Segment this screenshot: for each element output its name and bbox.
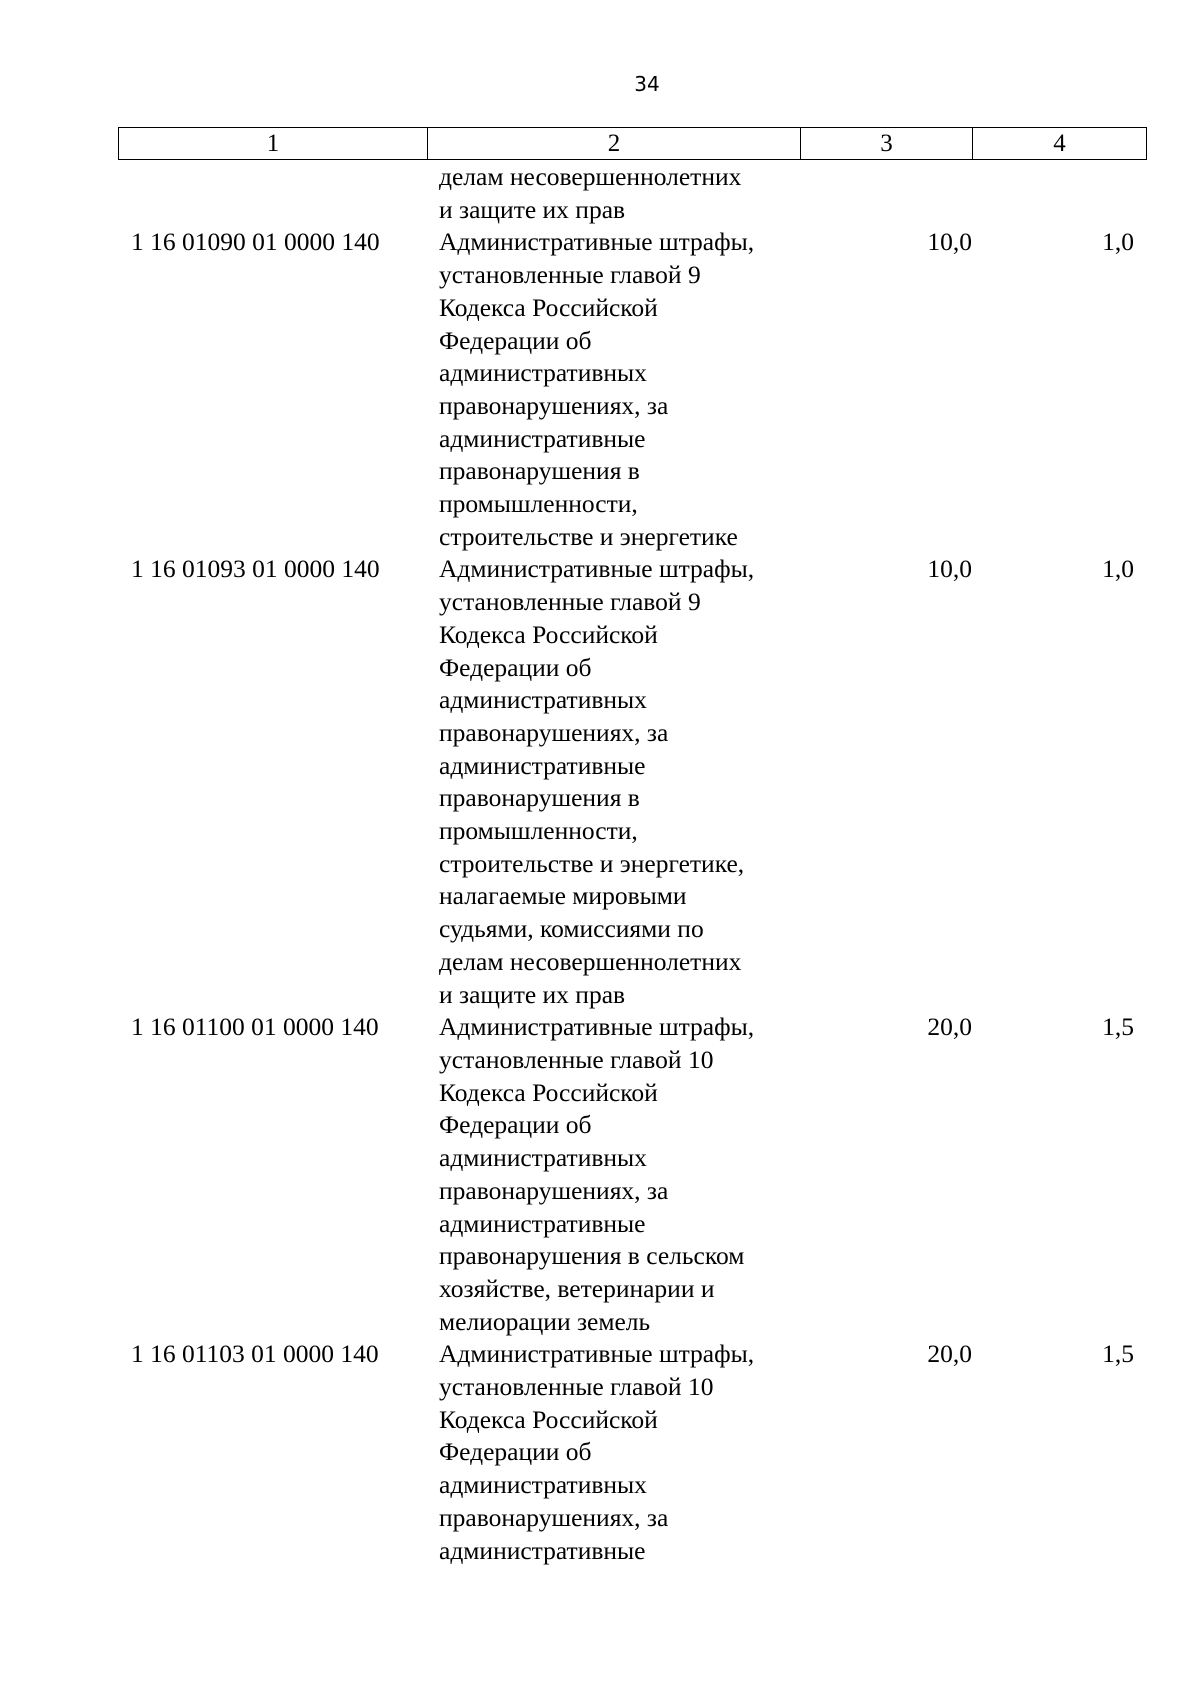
- header-row: [119, 128, 1147, 160]
- description-line: административные: [439, 1208, 646, 1238]
- description-line: Кодекса Российской: [439, 292, 658, 322]
- value-col-3-cell: [800, 1011, 972, 1044]
- description-line: установленные главой 9: [439, 260, 701, 290]
- description-line: административных: [439, 1143, 647, 1173]
- budget-code-cell: 1 16 01093 01 0000 140: [131, 554, 380, 584]
- value-col-4-cell: 1,0: [1102, 227, 1134, 257]
- description-line: административные: [439, 750, 646, 780]
- table-row: [118, 1338, 1146, 1567]
- value-col-3: 10,0: [927, 227, 972, 257]
- value-col-3-cell: [800, 553, 972, 586]
- description-line: правонарушения в: [439, 456, 640, 486]
- header-col-1: 1: [119, 128, 428, 160]
- description-cell: [427, 553, 800, 1011]
- description-cell: [427, 1338, 800, 1567]
- table-row: [118, 553, 1146, 1011]
- description-line: установленные главой 10: [439, 1044, 714, 1074]
- description-line: Федерации об: [439, 1437, 592, 1467]
- description-line: налагаемые мировыми: [439, 881, 687, 911]
- table-header: [118, 127, 1147, 160]
- description-cell: [427, 226, 800, 553]
- table-row: [118, 161, 1146, 226]
- description-line: строительстве и энергетике: [439, 521, 738, 551]
- description-line: Федерации об: [439, 325, 592, 355]
- value-col-4-cell: 1,5: [1102, 1339, 1134, 1369]
- description-line: Кодекса Российской: [439, 619, 658, 649]
- budget-code-cell: 1 16 01090 01 0000 140: [131, 227, 380, 257]
- description-line: правонарушения в сельском: [439, 1241, 745, 1271]
- description-line: административных: [439, 358, 647, 388]
- description-line: судьями, комиссиями по: [439, 914, 704, 944]
- description-line: установленные главой 9: [439, 587, 701, 617]
- description-line: мелиорации земель: [439, 1306, 651, 1336]
- table-row: [118, 226, 1146, 553]
- description-line: правонарушения в: [439, 783, 640, 813]
- description-cell: [427, 1011, 800, 1338]
- description-line: Административные штрафы,: [439, 554, 755, 584]
- value-col-4-cell: 1,5: [1102, 1012, 1134, 1042]
- table-body: [118, 161, 1146, 1567]
- value-col-3-cell: [800, 161, 972, 194]
- description-line: правонарушениях, за: [439, 717, 669, 747]
- table-row: [118, 1011, 1146, 1338]
- description-line: Кодекса Российской: [439, 1077, 658, 1107]
- description-line: Федерации об: [439, 652, 592, 682]
- budget-code-cell: 1 16 01100 01 0000 140: [131, 1012, 379, 1042]
- header-col-4: 4: [973, 128, 1147, 160]
- description-line: Кодекса Российской: [439, 1404, 658, 1434]
- description-line: Административные штрафы,: [439, 227, 755, 257]
- page-number: 34: [634, 72, 660, 96]
- description-line: административные: [439, 423, 646, 453]
- description-line: хозяйстве, ветеринарии и: [439, 1273, 715, 1303]
- description-line: делам несовершеннолетних: [439, 946, 742, 976]
- description-line: промышленности,: [439, 489, 638, 519]
- description-line: делам несовершеннолетних: [439, 162, 742, 191]
- description-line: административных: [439, 1470, 647, 1500]
- description-line: административных: [439, 685, 647, 715]
- description-line: и защите их прав: [439, 979, 626, 1009]
- value-col-3-cell: [800, 1338, 972, 1371]
- value-col-4-cell: 1,0: [1102, 554, 1134, 584]
- description-line: Административные штрафы,: [439, 1012, 755, 1042]
- value-col-3: 20,0: [927, 1012, 972, 1042]
- header-col-3: 3: [801, 128, 973, 160]
- description-line: Административные штрафы,: [439, 1339, 755, 1369]
- description-line: установленные главой 10: [439, 1372, 714, 1402]
- header-col-2: 2: [428, 128, 801, 160]
- description-line: строительстве и энергетике,: [439, 848, 745, 878]
- value-col-3: 20,0: [927, 1339, 972, 1369]
- description-cell: [427, 161, 800, 226]
- description-line: административные: [439, 1535, 646, 1565]
- description-line: Федерации об: [439, 1110, 592, 1140]
- budget-code-cell: 1 16 01103 01 0000 140: [131, 1339, 379, 1369]
- description-line: правонарушениях, за: [439, 390, 669, 420]
- value-col-3-cell: [800, 226, 972, 259]
- description-line: правонарушениях, за: [439, 1175, 669, 1205]
- description-line: правонарушениях, за: [439, 1502, 669, 1532]
- value-col-3: 10,0: [927, 554, 972, 584]
- description-line: и защите их прав: [439, 194, 626, 224]
- description-line: промышленности,: [439, 816, 638, 846]
